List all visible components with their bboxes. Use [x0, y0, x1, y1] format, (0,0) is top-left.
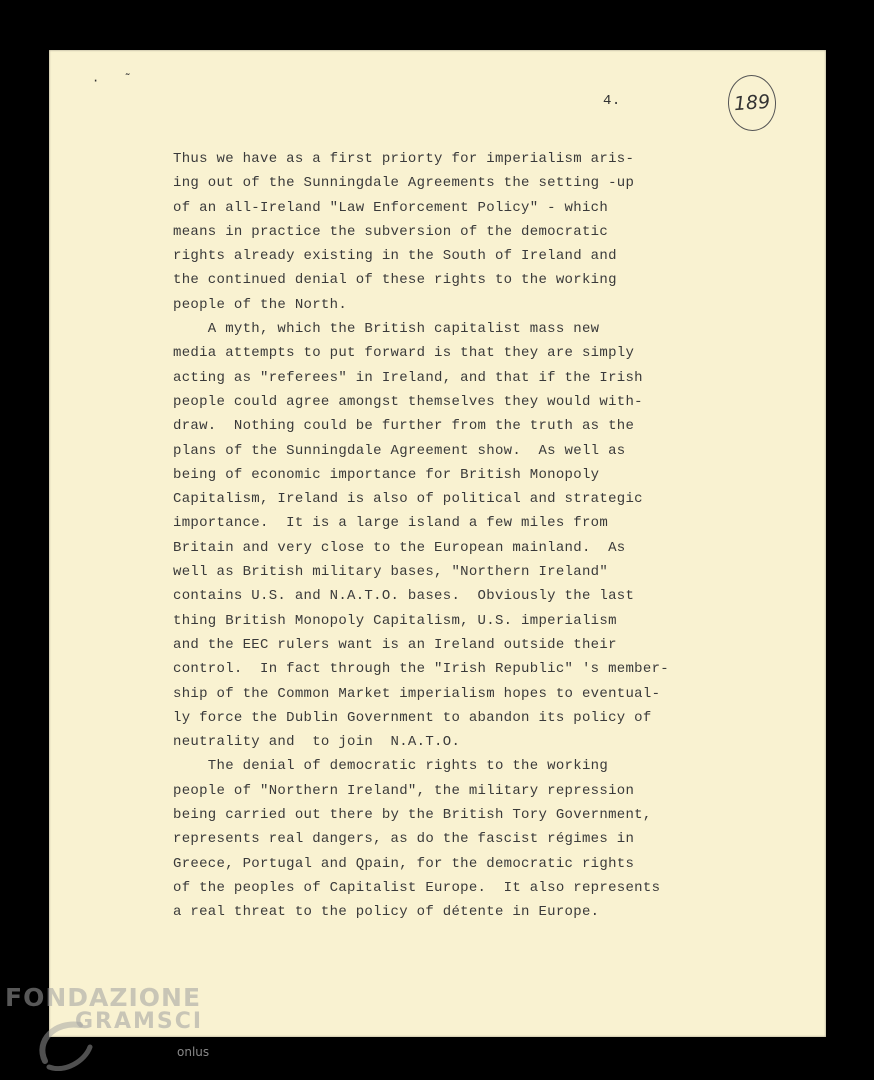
text-line: a real threat to the policy of détente in Europe.: [173, 904, 600, 921]
archive-number: 189: [733, 90, 771, 116]
text-line: rights already existing in the South of Ireland and: [173, 248, 617, 265]
text-line: ship of the Common Market imperialism hopes to eventual-: [173, 685, 661, 702]
text-line: The denial of democratic rights to the working: [173, 758, 609, 775]
text-line: people of "Northern Ireland", the military repression: [173, 782, 635, 799]
text-line: ing out of the Sunningdale Agreements the setting -up: [173, 175, 635, 192]
text-line: thing British Monopoly Capitalism, U.S. imperialism: [173, 612, 617, 629]
watermark-name: FONDAZIONE: [5, 983, 202, 1012]
text-line: being of economic importance for British Monopoly: [173, 466, 600, 483]
text-line: represents real dangers, as do the fascist régimes in: [173, 831, 635, 848]
text-line: Britain and very close to the European mainland. As: [173, 539, 626, 556]
text-line: means in practice the subversion of the democratic: [173, 223, 609, 240]
text-line: acting as "referees" in Ireland, and that if the Irish: [173, 369, 643, 386]
text-line: being carried out there by the British Tory Government,: [173, 807, 652, 824]
text-line: draw. Nothing could be further from the truth as the: [173, 418, 635, 435]
text-line: importance. It is a large island a few miles from: [173, 515, 609, 532]
text-line: control. In fact through the "Irish Republic" 's member-: [173, 661, 669, 678]
page-number: 4.: [603, 93, 621, 109]
watermark-onlus: onlus: [177, 1045, 210, 1059]
body-text: [173, 147, 733, 925]
text-line: ly force the Dublin Government to abandon its policy of: [173, 709, 652, 726]
text-line: of the peoples of Capitalist Europe. It also represents: [173, 879, 661, 896]
text-line: plans of the Sunningdale Agreement show. As well as: [173, 442, 626, 459]
ink-speck: ˜: [124, 72, 132, 86]
text-line: Capitalism, Ireland is also of political and strategic: [173, 491, 643, 508]
text-line: well as British military bases, "Northern Ireland": [173, 564, 609, 581]
watermark-sub: GRAMSCI: [75, 1009, 204, 1034]
text-line: media attempts to put forward is that they are simply: [173, 345, 635, 362]
text-line: and the EEC rulers want is an Ireland outside their: [173, 636, 617, 653]
text-line: people of the North.: [173, 296, 348, 313]
text-line: neutrality and to join N.A.T.O.: [173, 734, 461, 751]
text-line: of an all-Ireland "Law Enforcement Policy" - which: [173, 199, 609, 216]
text-line: the continued denial of these rights to the working: [173, 272, 617, 289]
text-line: Greece, Portugal and Qpain, for the democratic rights: [173, 855, 635, 872]
text-line: people could agree amongst themselves they would with-: [173, 393, 643, 410]
text-line: A myth, which the British capitalist mass new: [173, 321, 600, 338]
text-line: contains U.S. and N.A.T.O. bases. Obviously the last: [173, 588, 635, 605]
text-line: Thus we have as a first priorty for imperialism aris-: [173, 151, 635, 167]
ink-speck: ·: [92, 74, 100, 88]
